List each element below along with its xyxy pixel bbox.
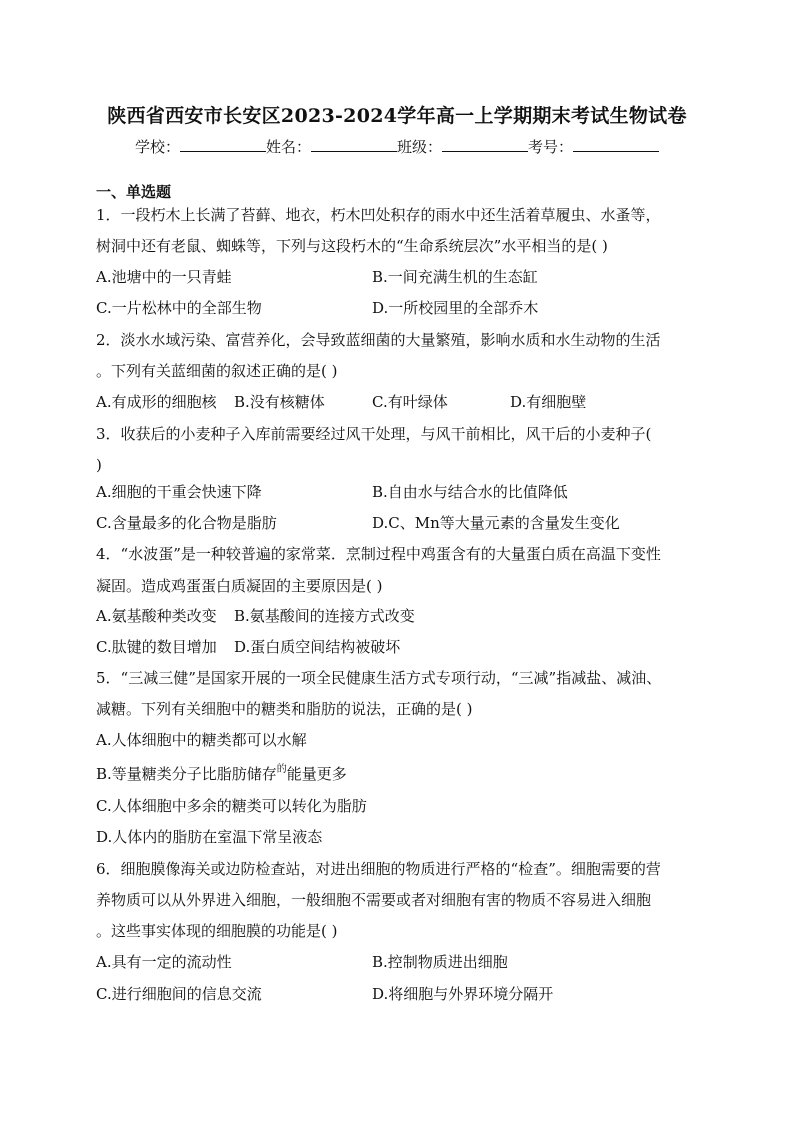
- question-5-line-2: 减糖。下列有关细胞中的糖类和脂肪的说法，正确的是( ): [96, 700, 473, 718]
- question-2-option-a: A.有成形的细胞核: [96, 393, 217, 411]
- question-1-line-1: 1．一段朽木上长满了苔藓、地衣，朽木凹处积存的雨水中还生活着草履虫、水蚤等，: [96, 206, 661, 224]
- question-2-option-b: B.没有核糖体: [234, 393, 325, 411]
- question-4-option-c: C.肽键的数目增加: [96, 638, 217, 656]
- question-5-option-a: A.人体细胞中的糖类都可以水解: [96, 731, 307, 749]
- class-label: 班级：: [397, 138, 443, 156]
- question-5-option-c: C.人体细胞中多余的糖类可以转化为脂肪: [96, 797, 367, 815]
- question-2-line-2: 。下列有关蓝细菌的叙述正确的是( ): [96, 362, 338, 380]
- question-5-option-b-superscript: 的: [276, 764, 287, 775]
- school-label: 学校：: [134, 138, 180, 156]
- question-3-option-b: B.自由水与结合水的比值降低: [372, 483, 568, 501]
- question-4-option-d: D.蛋白质空间结构被破坏: [234, 638, 401, 656]
- name-label: 姓名：: [265, 138, 311, 156]
- question-6-option-a: A.具有一定的流动性: [96, 953, 232, 971]
- question-2-line-1: 2．淡水水域污染、富营养化，会导致蓝细菌的大量繁殖，影响水质和水生动物的生活: [96, 331, 661, 349]
- question-5-option-b: [96, 764, 347, 787]
- question-1-line-2: 树洞中还有老鼠、蜘蛛等，下列与这段朽木的“生命系统层次”水平相当的是( ): [96, 237, 608, 255]
- question-5-option-d: D.人体内的脂肪在室温下常呈液态: [96, 828, 323, 846]
- page-title: 陕西省西安市长安区2023-2024学年高一上学期期末考试生物试卷: [107, 105, 687, 127]
- question-6-line-2: 养物质可以从外界进入细胞，一般细胞不需要或者对细胞有害的物质不容易进入细胞: [96, 891, 652, 909]
- question-1-option-c: C.一片松林中的全部生物: [96, 299, 262, 317]
- question-4-option-b: B.氨基酸间的连接方式改变: [234, 607, 415, 625]
- question-5-option-b-part-2: 能量更多: [286, 765, 347, 783]
- question-2-option-d: D.有细胞壁: [510, 393, 587, 411]
- question-2-option-c: C.有叶绿体: [372, 393, 448, 411]
- question-4-line-1: 4．“水波蛋”是一种较普遍的家常菜．烹制过程中鸡蛋含有的大量蛋白质在高温下变性: [96, 545, 661, 563]
- question-5-option-b-part-1: B.等量糖类分子比脂肪储存: [96, 765, 277, 783]
- question-1-option-a: A.池塘中的一只青蛙: [96, 268, 232, 286]
- exam-no-blank: [573, 137, 659, 152]
- question-3-line-2: ): [96, 456, 102, 474]
- question-5-line-1: 5．“三减三健”是国家开展的一项全民健康生活方式专项行动，“三减”指减盐、减油、: [96, 669, 662, 687]
- question-1-option-d: D.一所校园里的全部乔木: [372, 299, 539, 317]
- section-title: 一、单选题: [96, 183, 172, 201]
- question-3-option-c: C.含量最多的化合物是脂肪: [96, 514, 277, 532]
- question-3-option-d: D.C、Mn等大量元素的含量发生变化: [372, 514, 620, 532]
- school-blank: [180, 137, 266, 152]
- exam-no-label: 考号：: [528, 138, 574, 156]
- class-blank: [442, 137, 528, 152]
- question-3-line-1: 3．收获后的小麦种子入库前需要经过风干处理，与风干前相比，风干后的小麦种子(: [96, 425, 652, 443]
- question-4-line-2: 凝固。造成鸡蛋蛋白质凝固的主要原因是( ): [96, 577, 383, 595]
- question-6-option-b: B.控制物质进出细胞: [372, 953, 508, 971]
- student-info-line: [0, 136, 794, 157]
- question-3-option-a: A.细胞的干重会快速下降: [96, 483, 262, 501]
- name-blank: [311, 137, 397, 152]
- question-6-option-c: C.进行细胞间的信息交流: [96, 985, 262, 1003]
- question-6-line-3: 。这些事实体现的细胞膜的功能是( ): [96, 922, 338, 940]
- question-1-option-b: B.一间充满生机的生态缸: [372, 268, 538, 286]
- question-6-option-d: D.将细胞与外界环境分隔开: [372, 985, 554, 1003]
- question-4-option-a: A.氨基酸种类改变: [96, 607, 217, 625]
- question-6-line-1: 6．细胞膜像海关或边防检查站，对进出细胞的物质进行严格的“检查”。细胞需要的营: [96, 860, 661, 878]
